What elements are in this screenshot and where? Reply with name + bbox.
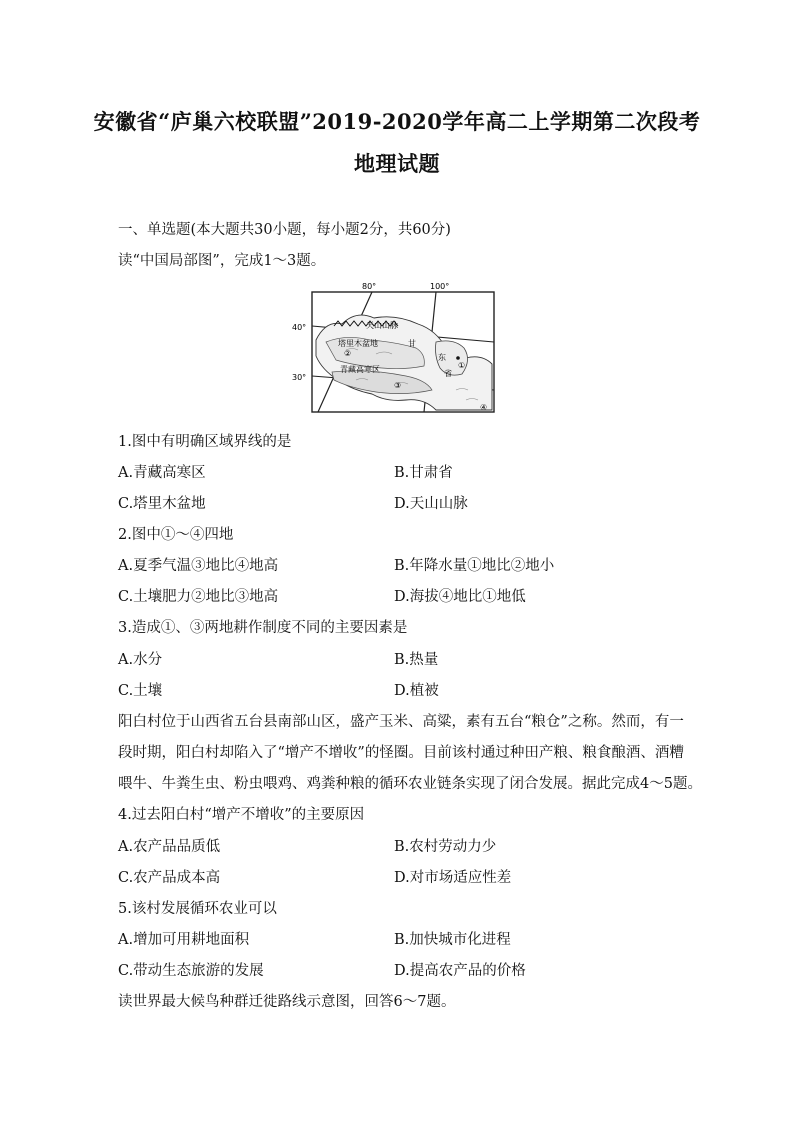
marker-1: ① [458,361,466,370]
q5-option-d[interactable]: D.提高农产品的价格 [394,963,526,979]
lat-30-label: 30° [292,373,307,382]
intro-questions-6-7: 读世界最大候鸟种群迁徙路线示意图，回答6～7题。 [118,994,456,1010]
question-5-stem: 5.该村发展循环农业可以 [118,901,277,917]
q2-option-a[interactable]: A.夏季气温③地比④地高 [118,558,279,574]
passage-line-3: 喂牛、牛粪生虫、粉虫喂鸡、鸡粪种粮的循环农业链条实现了闭合发展。据此完成4～5题。 [118,776,702,792]
page-title-line-1: 安徽省“庐巢六校联盟”2019-2020学年高二上学期第二次段考 [93,109,701,134]
q2-option-c[interactable]: C.土壤肥力②地比③地高 [118,589,279,605]
qingzang-label: 青藏高寒区 [340,365,380,374]
tianshan-label: 天山山脉 [366,321,398,330]
map-figure [286,280,502,414]
q2-option-d[interactable]: D.海拔④地比①地低 [394,589,526,605]
q4-option-b[interactable]: B.农村劳动力少 [394,839,497,855]
question-3-stem: 3.造成①、③两地耕作制度不同的主要因素是 [118,620,408,636]
passage-line-1: 阳白村位于山西省五台县南部山区，盛产玉米、高粱，素有五台“粮仓”之称。然而，有一 [118,714,684,730]
china-partial-map [286,280,502,414]
marker-2: ② [344,349,352,358]
q1-option-c[interactable]: C.塔里木盆地 [118,496,206,512]
q3-option-b[interactable]: B.热量 [394,652,439,668]
q3-option-d[interactable]: D.植被 [394,683,439,699]
q4-option-d[interactable]: D.对市场适应性差 [394,870,512,886]
dong-label: 东 [438,353,446,362]
lon-100-label: 100° [430,282,450,291]
q1-option-d[interactable]: D.天山山脉 [394,496,468,512]
q4-option-a[interactable]: A.农产品品质低 [118,839,221,855]
city-dot [456,356,460,360]
q1-option-b[interactable]: B.甘肃省 [394,465,453,481]
page-title-line-2: 地理试题 [354,151,440,176]
marker-4: ④ [480,403,488,412]
q1-option-a[interactable]: A.青藏高寒区 [118,465,206,481]
q5-option-b[interactable]: B.加快城市化进程 [394,932,511,948]
q4-option-c[interactable]: C.农产品成本高 [118,870,221,886]
lat-40-label: 40° [292,323,307,332]
question-4-stem: 4.过去阳白村“增产不增收”的主要原因 [118,807,365,823]
question-2-stem: 2.图中①～④四地 [118,527,234,543]
q2-option-b[interactable]: B.年降水量①地比②地小 [394,558,555,574]
section-heading: 一、单选题(本大题共30小题，每小题2分，共60分) [118,222,451,238]
q3-option-c[interactable]: C.土壤 [118,683,163,699]
q5-option-c[interactable]: C.带动生态旅游的发展 [118,963,264,979]
gan-label: 甘 [408,339,416,348]
lon-80-label: 80° [362,282,377,291]
tarim-label: 塔里木盆地 [338,339,378,348]
q3-option-a[interactable]: A.水分 [118,652,163,668]
passage-line-2: 段时期，阳白村却陷入了“增产不增收”的怪圈。目前该村通过种田产粮、粮食酿酒、酒糟 [118,745,684,761]
marker-3: ③ [394,381,402,390]
intro-questions-1-3: 读“中国局部图”，完成1～3题。 [118,253,326,269]
sheng-label: 省 [444,369,452,378]
question-1-stem: 1.图中有明确区域界线的是 [118,434,292,450]
q5-option-a[interactable]: A.增加可用耕地面积 [118,932,250,948]
